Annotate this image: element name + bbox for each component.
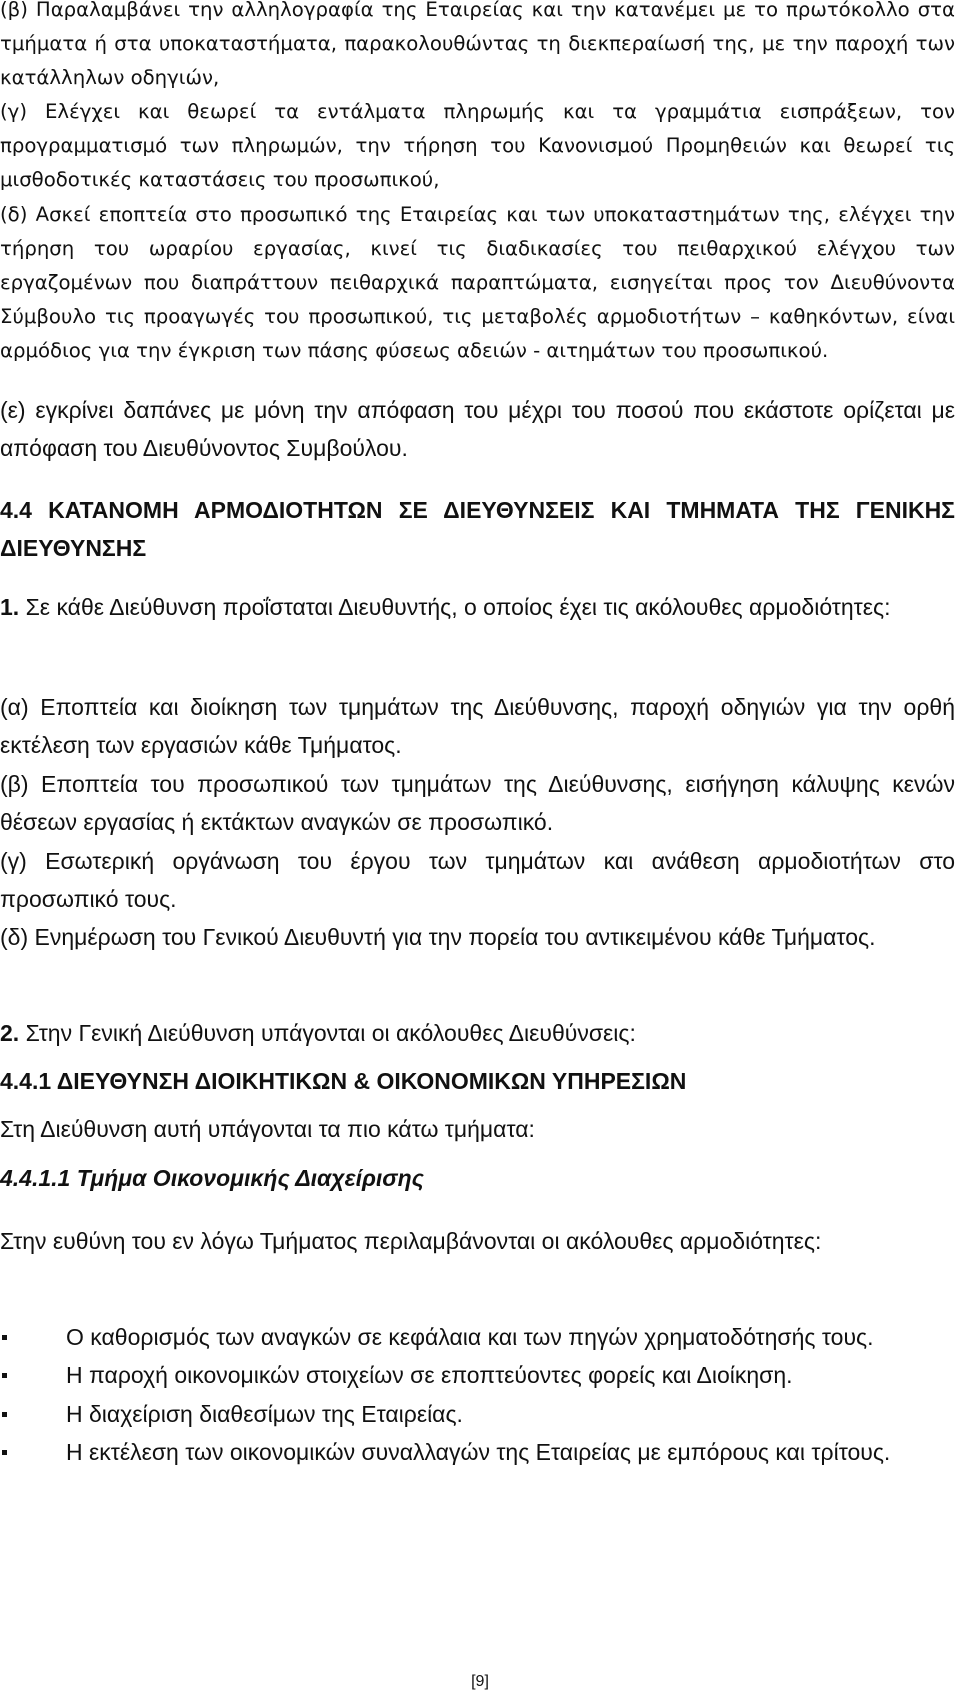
duties-paragraphs-b-to-d — [0, 0, 955, 368]
section-4-4-1-intro — [0, 1110, 955, 1148]
item-2-number: 2. — [0, 1020, 20, 1046]
paragraph-e — [0, 391, 955, 468]
item-2-text: Στην Γενική Διεύθυνση υπάγονται οι ακόλουθες Διευθύνσεις: — [19, 1020, 636, 1046]
item-1-number: 1. — [0, 594, 20, 620]
section-4-4-1-1-intro-text: Στην ευθύνη του εν λόγω Τμήματος περιλαμβάνονται οι ακόλουθες αρμοδιότητες: — [0, 1228, 822, 1254]
paragraph-b: (β) Παραλαμβάνει την αλληλογραφία της Εταιρείας και την κατανέμει με το πρωτόκολλο στα τμήματα ή στα υποκαταστήματα, παρακολουθώντας τη διεκπεραίωσή της, με την παροχή των κατάλληλων οδηγιών, — [0, 0, 955, 90]
director-duty-a: (α) Εποπτεία και διοίκηση των τμημάτων της Διεύθυνσης, παροχή οδηγιών για την ορθή εκτέλεση των εργασιών κάθε Τμήματος. — [0, 694, 955, 759]
list-item — [0, 1395, 955, 1433]
list-item-text: Η διαχείριση διαθεσίμων της Εταιρείας. — [66, 1400, 463, 1427]
list-item-text: Η παροχή οικονομικών στοιχείων σε εποπτεύοντες φορείς και Διοίκηση. — [66, 1362, 793, 1389]
list-item — [0, 1356, 955, 1394]
item-1-text: Σε κάθε Διεύθυνση προΐσταται Διευθυντής, ο οποίος έχει τις ακόλουθες αρμοδιότητες: — [19, 594, 891, 620]
director-duty-c: (γ) Εσωτερική οργάνωση του έργου των τμημάτων και ανάθεση αρμοδιοτήτων στο προσωπικό τους. — [0, 847, 955, 913]
square-bullet-icon — [2, 1373, 7, 1378]
director-duty-b: (β) Εποπτεία του προσωπικού των τμημάτων της Διεύθυνσης, εισήγηση κάλυψης κενών θέσεων εργασίας ή εκτάκτων αναγκών σε προσωπικό. — [0, 770, 955, 836]
list-item-text: Ο καθορισμός των αναγκών σε κεφάλαια και των πηγών χρηματοδότησής τους. — [66, 1324, 874, 1350]
item-1 — [0, 588, 955, 626]
square-bullet-icon — [2, 1412, 7, 1417]
section-4-4-1-1-intro — [0, 1222, 955, 1260]
list-item — [0, 1433, 955, 1471]
director-duty-d: (δ) Ενημέρωση του Γενικού Διευθυντή για την πορεία του αντικειμένου κάθε Τμήματος. — [0, 924, 876, 951]
square-bullet-icon — [2, 1450, 7, 1455]
section-4-4-1-intro-text: Στη Διεύθυνση αυτή υπάγονται τα πιο κάτω τμήματα: — [0, 1116, 535, 1142]
section-heading-4-4-1: 4.4.1 ΔΙΕΥΘΥΝΣΗ ΔΙΟΙΚΗΤΙΚΩΝ & ΟΙΚΟΝΟΜΙΚΩΝ ΥΠΗΡΕΣΙΩΝ — [0, 1068, 687, 1094]
director-duties-list — [0, 688, 955, 957]
section-heading-4-4-1-1: 4.4.1.1 Τμήμα Οικονομικής Διαχείρισης — [0, 1165, 424, 1191]
paragraph-d: (δ) Ασκεί εποπτεία στο προσωπικό της Εταιρείας και των υποκαταστημάτων της, ελέγχει την τήρηση του ωραρίου εργασίας, κινεί τις διαδικασίες του πειθαρχικού ελέγχου των εργαζομένων που διαπράττουν πειθαρχικά παραπτώματα, εισηγείται προς τον Διευθύνοντα Σύμβουλο τις προαγωγές του προσωπικού, τις μεταβολές αρμοδιοτήτων – καθηκόντων, είναι αρμόδιος για την έγκριση των πάσης φύσεως αδειών - αιτημάτων του προσωπικού. — [0, 202, 955, 362]
item-2 — [0, 1014, 955, 1052]
square-bullet-icon — [2, 1335, 7, 1340]
responsibilities-bullet-list — [0, 1318, 955, 1472]
section-heading-4-4: 4.4 ΚΑΤΑΝΟΜΗ ΑΡΜΟΔΙΟΤΗΤΩΝ ΣΕ ΔΙΕΥΘΥΝΣΕΙΣ ΚΑΙ ΤΜΗΜΑΤΑ ΤΗΣ ΓΕΝΙΚΗΣ ΔΙΕΥΘΥΝΣΗΣ — [0, 497, 955, 561]
paragraph-c: (γ) Ελέγχει και θεωρεί τα εντάλματα πληρωμής και τα γραμμάτια εισπράξεων, τον προγραμματισμό των πληρωμών, την τήρηση του Κανονισμού Προμηθειών και θεωρεί τις μισθοδοτικές καταστάσεις του προσωπικού, — [0, 100, 955, 192]
paragraph-e-text: (ε) εγκρίνει δαπάνες με μόνη την απόφαση του μέχρι του ποσού που εκάστοτε ορίζεται με απόφαση του Διευθύνοντος Συμβούλου. — [0, 397, 955, 462]
list-item — [0, 1318, 955, 1356]
list-item-text: Η εκτέλεση των οικονομικών συναλλαγών της Εταιρείας με εμπόρους και τρίτους. — [66, 1439, 891, 1466]
page-number: [9] — [471, 1673, 489, 1690]
